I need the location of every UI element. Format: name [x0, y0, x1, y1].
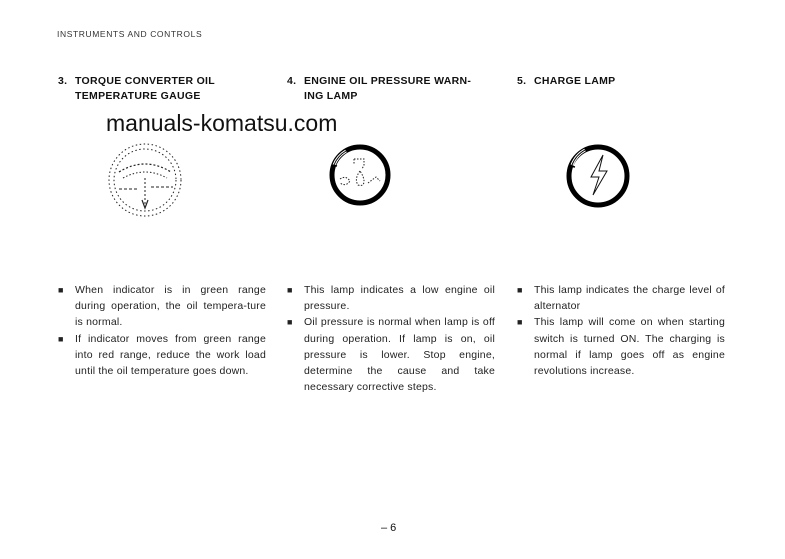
section-number: 5.	[517, 75, 527, 87]
section-heading	[287, 74, 502, 104]
list-item	[58, 331, 266, 380]
section-heading	[517, 74, 732, 89]
section-title-line: TEMPERATURE GAUGE	[75, 90, 201, 102]
list-item	[517, 314, 725, 379]
bullet-icon: ■	[287, 317, 293, 328]
section-charge-lamp	[517, 74, 732, 89]
watermark: manuals-komatsu.com	[106, 110, 338, 136]
temperature-gauge-icon	[105, 138, 185, 225]
section-engine-oil-pressure	[287, 74, 502, 104]
section-title-line: TORQUE CONVERTER OIL	[75, 75, 215, 87]
bullet-text: This lamp indicates the charge level of alternator	[534, 284, 725, 313]
list-item	[517, 282, 725, 314]
section-number: 3.	[58, 75, 68, 87]
bullet-text: When indicator is in green range during operation, the oil tempera-ture is normal.	[75, 284, 266, 329]
bullet-text: Oil pressure is normal when lamp is off during operation. If lamp is on, oil pressure is lower. Stop engine, determine the cause and take necessary corrective steps.	[304, 316, 495, 394]
section-heading	[58, 74, 273, 104]
bullet-icon: ■	[58, 285, 64, 295]
bullet-icon: ■	[287, 285, 293, 295]
section-title-line: ENGINE OIL PRESSURE WARN-	[304, 75, 472, 87]
bullet-list-torque	[58, 282, 266, 379]
oil-can-icon	[326, 141, 394, 214]
section-torque-converter	[58, 74, 273, 104]
section-title-line: CHARGE LAMP	[534, 75, 616, 87]
bullet-list-charge	[517, 282, 725, 379]
bullet-text: This lamp indicates a low engine oil pressure.	[304, 284, 495, 313]
bullet-icon: ■	[517, 317, 523, 328]
section-number: 4.	[287, 75, 297, 87]
list-item	[287, 282, 495, 314]
list-item	[287, 314, 495, 395]
lightning-bolt-icon	[563, 139, 633, 216]
bullet-text: If indicator moves from green range into red range, reduce the work load until the oil temperature goes down.	[75, 332, 266, 378]
bullet-icon: ■	[58, 333, 64, 344]
bullet-icon: ■	[517, 285, 523, 295]
bullet-text: This lamp will come on when starting switch is turned ON. The charging is normal if lamp goes off as engine revolutions increase.	[534, 316, 725, 378]
section-title-line: ING LAMP	[304, 90, 358, 102]
bullet-list-oil	[287, 282, 495, 395]
page-number: – 6	[381, 522, 397, 534]
running-head: INSTRUMENTS AND CONTROLS	[57, 29, 203, 39]
list-item	[58, 282, 266, 331]
